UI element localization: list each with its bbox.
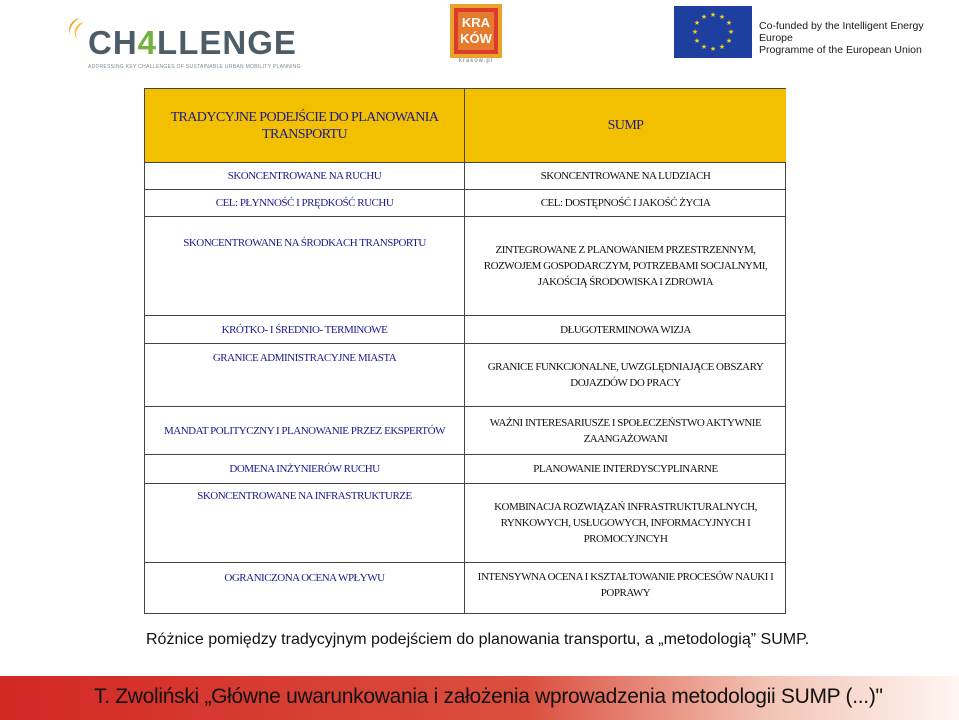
traditional-row: MANDAT POLITYCZNY I PLANOWANIE PRZEZ EKSPERTÓW bbox=[164, 425, 445, 437]
sump-header: SUMP bbox=[465, 89, 786, 163]
svg-text:★: ★ bbox=[700, 43, 708, 51]
logo-text-main: CH bbox=[88, 24, 138, 61]
table-caption: Różnice pomiędzy tradycyjnym podejściem do planowania transportu, a „metodologią” SUMP. bbox=[146, 631, 810, 648]
traditional-column bbox=[145, 89, 464, 613]
eu-line1: Co-funded by the Intelligent Energy bbox=[759, 20, 924, 32]
traditional-row: DOMENA INŻYNIERÓW RUCHU bbox=[229, 463, 380, 475]
eu-line3: Programme of the European Union bbox=[759, 44, 922, 56]
traditional-row: SKONCENTROWANE NA RUCHU bbox=[227, 170, 382, 182]
svg-text:★: ★ bbox=[718, 13, 726, 21]
svg-text:★: ★ bbox=[691, 28, 699, 36]
traditional-row: SKONCENTROWANE NA ŚRODKACH TRANSPORTU bbox=[183, 237, 426, 249]
sump-row: DŁUGOTERMINOWA WIZJA bbox=[560, 323, 691, 336]
svg-text:★: ★ bbox=[700, 13, 708, 21]
svg-text:★: ★ bbox=[709, 45, 717, 53]
sump-row: CEL: DOSTĘPNOŚĆ I JAKOŚĆ ŻYCIA bbox=[540, 197, 711, 209]
svg-text:★: ★ bbox=[709, 11, 717, 19]
logo-text-four: 4 bbox=[137, 24, 158, 61]
logo-text-end: LLENGE bbox=[157, 24, 297, 61]
sump-row: WAŻNI INTERESARIUSZE I SPOŁECZEŃSTWO AKTYWNIE ZAANGAŻOWANI bbox=[489, 416, 762, 445]
traditional-row: GRANICE ADMINISTRACYJNE MIASTA bbox=[212, 352, 397, 364]
eu-line2: Europe bbox=[759, 32, 793, 44]
logo-tagline: ADDRESSING KEY CHALLENGES OF SUSTAINABLE URBAN MOBILITY PLANNING bbox=[88, 64, 301, 70]
krakow-line1: KRA bbox=[461, 15, 491, 30]
svg-text:★: ★ bbox=[725, 37, 733, 45]
svg-text:★: ★ bbox=[727, 28, 735, 36]
sump-row: SKONCENTROWANE NA LUDZIACH bbox=[540, 170, 711, 182]
sump-row: GRANICE FUNKCJONALNE, UWZGLĘDNIAJĄCE OBSZARY DOJAZDÓW DO PRACY bbox=[487, 361, 764, 389]
svg-text:★: ★ bbox=[693, 37, 701, 45]
challenge-logo bbox=[62, 10, 301, 70]
eu-cofunding-text bbox=[759, 20, 954, 56]
svg-text:★: ★ bbox=[725, 19, 733, 27]
krakow-line2: KÓW bbox=[460, 31, 492, 46]
sump-row: ZINTEGROWANE Z PLANOWANIEM PRZESTRZENNYM, ROZWOJEM GOSPODARCZYM, POTRZEBAMI SOCJALNYMI, JAKOŚCIĄ ŚRODOWISKA I ZDROWIA bbox=[483, 244, 768, 288]
traditional-header: TRADYCYJNE PODEJŚCIE DO PLANOWANIA TRANSPORTU bbox=[145, 89, 464, 163]
svg-text:★: ★ bbox=[693, 19, 701, 27]
footer-text: T. Zwoliński „Główne uwarunkowania i założenia wprowadzenia metodologii SUMP (...)" bbox=[94, 685, 883, 708]
footer-banner bbox=[0, 676, 959, 720]
krakow-url: krakow.pl bbox=[458, 58, 493, 64]
traditional-row: SKONCENTROWANE NA INFRASTRUKTURZE bbox=[197, 490, 412, 502]
krakow-logo bbox=[446, 2, 506, 68]
sump-row: PLANOWANIE INTERDYSCYPLINARNE bbox=[533, 463, 718, 475]
sump-row: INTENSYWNA OCENA I KSZTAŁTOWANIE PROCESÓW NAUKI I POPRAWY bbox=[477, 571, 774, 599]
traditional-row: OGRANICZONA OCENA WPŁYWU bbox=[224, 572, 385, 584]
traditional-row: KRÓTKO- I ŚREDNIO- TERMINOWE bbox=[221, 323, 388, 336]
sump-row: KOMBINACJA ROZWIĄZAŃ INFRASTRUKTURALNYCH, RYNKOWYCH, USŁUGOWYCH, INFORMACYJNYCH I PROMOCYJNCYH bbox=[494, 501, 757, 545]
eu-flag-icon bbox=[674, 6, 752, 58]
comparison-table bbox=[144, 88, 786, 614]
traditional-row: CEL: PŁYNNOŚĆ I PRĘDKOŚĆ RUCHU bbox=[215, 197, 394, 209]
sump-column bbox=[464, 89, 786, 613]
svg-text:★: ★ bbox=[718, 43, 726, 51]
